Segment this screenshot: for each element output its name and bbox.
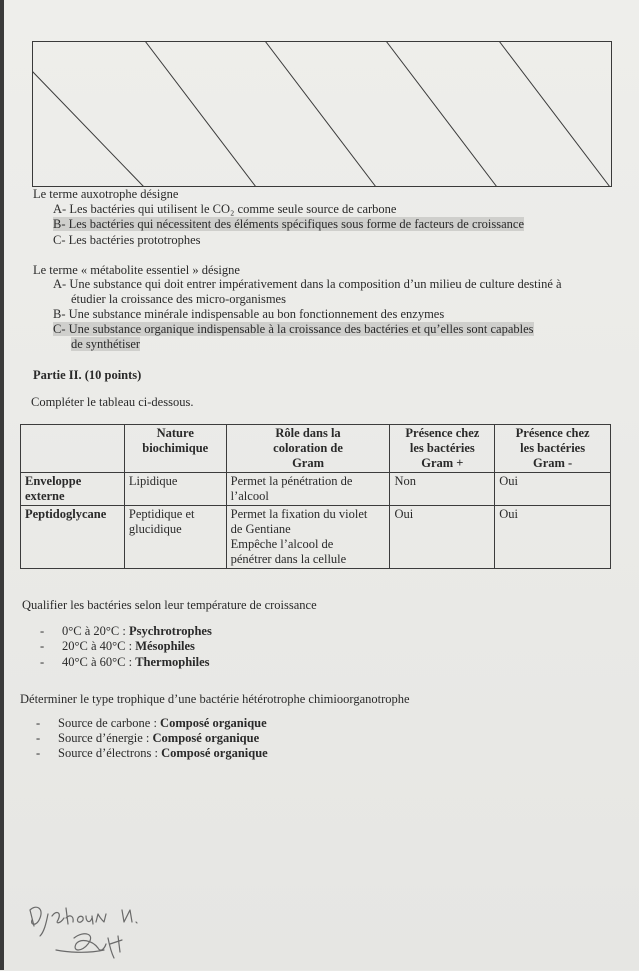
header-line: coloration de xyxy=(273,441,343,455)
part2-instruction: Compléter le tableau ci-dessous. xyxy=(31,395,194,409)
table-row xyxy=(21,473,611,506)
list-item xyxy=(36,746,268,761)
page-edge-shadow xyxy=(0,0,4,970)
q1-option-a: A- Les bactéries qui utilisent le CO₂ comme seule source de carbone xyxy=(53,202,397,216)
bullet: - xyxy=(36,731,41,745)
trophic-value: Composé organique xyxy=(160,716,267,730)
cell-line: l’alcool xyxy=(230,489,269,503)
q1-option-b xyxy=(53,217,524,232)
cell-line: Peptidique et xyxy=(128,507,195,521)
cell-line: Oui xyxy=(394,507,414,521)
q2-option-b: B- Une substance minérale indispensable au bon fonctionnement des enzymes xyxy=(53,307,445,321)
handwritten-signature xyxy=(26,900,156,971)
q1-stem: Le terme auxotrophe désigne xyxy=(33,187,179,201)
list-item xyxy=(40,639,195,654)
part2-title: Partie II. (10 points) xyxy=(33,368,142,382)
list-item xyxy=(36,731,259,746)
cell-line: pénétrer dans la cellule xyxy=(230,552,347,566)
trophic-prompt: Déterminer le type trophique d’une bactérie hétérotrophe chimioorganotrophe xyxy=(20,692,410,706)
table-cell xyxy=(124,473,226,506)
temperature-prompt: Qualifier les bactéries selon leur température de croissance xyxy=(22,598,317,612)
cell-line: Peptidoglycane xyxy=(25,507,107,521)
trophic-label: Source d’énergie : xyxy=(58,731,153,745)
q2-option-a-line1: A- Une substance qui doit entrer impérativement dans la composition d’un milieu de culture destiné à xyxy=(53,277,562,291)
header-line: Présence chez xyxy=(405,426,480,440)
bacteria-table xyxy=(20,424,611,569)
trophic-label: Source de carbone : xyxy=(58,716,161,730)
bullet: - xyxy=(40,624,45,638)
temp-range: 20°C à 40°C : xyxy=(62,639,136,653)
temp-type: Thermophiles xyxy=(135,655,210,669)
bullet: - xyxy=(40,655,45,669)
header-cell xyxy=(390,425,495,473)
table-cell xyxy=(226,506,390,569)
cell-line: Empêche l’alcool de xyxy=(230,537,334,551)
temp-range: 40°C à 60°C : xyxy=(62,655,136,669)
temp-range: 0°C à 20°C : xyxy=(62,624,129,638)
list-item xyxy=(36,716,267,731)
header-cell xyxy=(226,425,390,473)
trophic-value: Composé organique xyxy=(161,746,268,760)
cell-line: externe xyxy=(25,489,65,503)
table-row xyxy=(21,506,611,569)
q2-stem: Le terme « métabolite essentiel » désigne xyxy=(33,263,240,277)
table-cell xyxy=(495,473,611,506)
header-line: biochimique xyxy=(142,441,209,455)
cell-line: glucidique xyxy=(128,522,182,536)
q2-option-c-highlight-2: de synthétiser xyxy=(71,337,141,351)
table-cell xyxy=(390,506,495,569)
header-line: Rôle dans la xyxy=(275,426,341,440)
cell-line: Oui xyxy=(499,507,518,521)
temp-type: Mésophiles xyxy=(135,639,195,653)
header-line: Nature xyxy=(156,426,194,440)
list-item xyxy=(40,655,210,670)
header-cell xyxy=(124,425,226,473)
header-cell xyxy=(495,425,611,473)
cell-line: Enveloppe xyxy=(25,474,82,488)
header-line: les bactéries xyxy=(520,441,586,455)
bullet: - xyxy=(36,716,41,730)
header-line: les bactéries xyxy=(409,441,475,455)
table-cell xyxy=(495,506,611,569)
q2-option-c-line1 xyxy=(53,322,534,337)
cell-line: Oui xyxy=(499,474,518,488)
header-line: Gram xyxy=(292,456,324,470)
header-line: Présence chez xyxy=(515,426,590,440)
cell-line: Non xyxy=(394,474,416,488)
q2-option-a-line2: étudier la croissance des micro-organismes xyxy=(71,292,286,306)
trophic-label: Source d’électrons : xyxy=(58,746,162,760)
table-header-row xyxy=(21,425,611,473)
header-line: Gram + xyxy=(421,456,464,470)
header-line: Gram - xyxy=(533,456,573,470)
row-label-cell xyxy=(21,473,125,506)
cell-line: Lipidique xyxy=(128,474,178,488)
bullet: - xyxy=(36,746,41,760)
header-cell-empty xyxy=(21,425,125,473)
table-cell xyxy=(124,506,226,569)
table-cell xyxy=(226,473,390,506)
table-cell xyxy=(390,473,495,506)
trophic-value: Composé organique xyxy=(152,731,260,745)
temp-type: Psychrotrophes xyxy=(128,624,212,638)
cell-line: Permet la pénétration de xyxy=(230,474,353,488)
q1-option-b-highlight: B- Les bactéries qui nécessitent des éléments spécifiques sous forme de facteurs de croissance xyxy=(53,217,525,231)
crossed-out-box xyxy=(32,41,612,187)
cell-line: Permet la fixation du violet xyxy=(230,507,368,521)
q1-option-c: C- Les bactéries prototrophes xyxy=(53,233,201,247)
row-label-cell xyxy=(21,506,125,569)
cell-line: de Gentiane xyxy=(230,522,291,536)
list-item xyxy=(40,624,212,639)
bullet: - xyxy=(40,639,45,653)
q2-option-c-highlight: C- Une substance organique indispensable à la croissance des bactéries et qu’elles sont capables xyxy=(53,322,534,336)
q2-option-c-line2 xyxy=(71,337,140,352)
